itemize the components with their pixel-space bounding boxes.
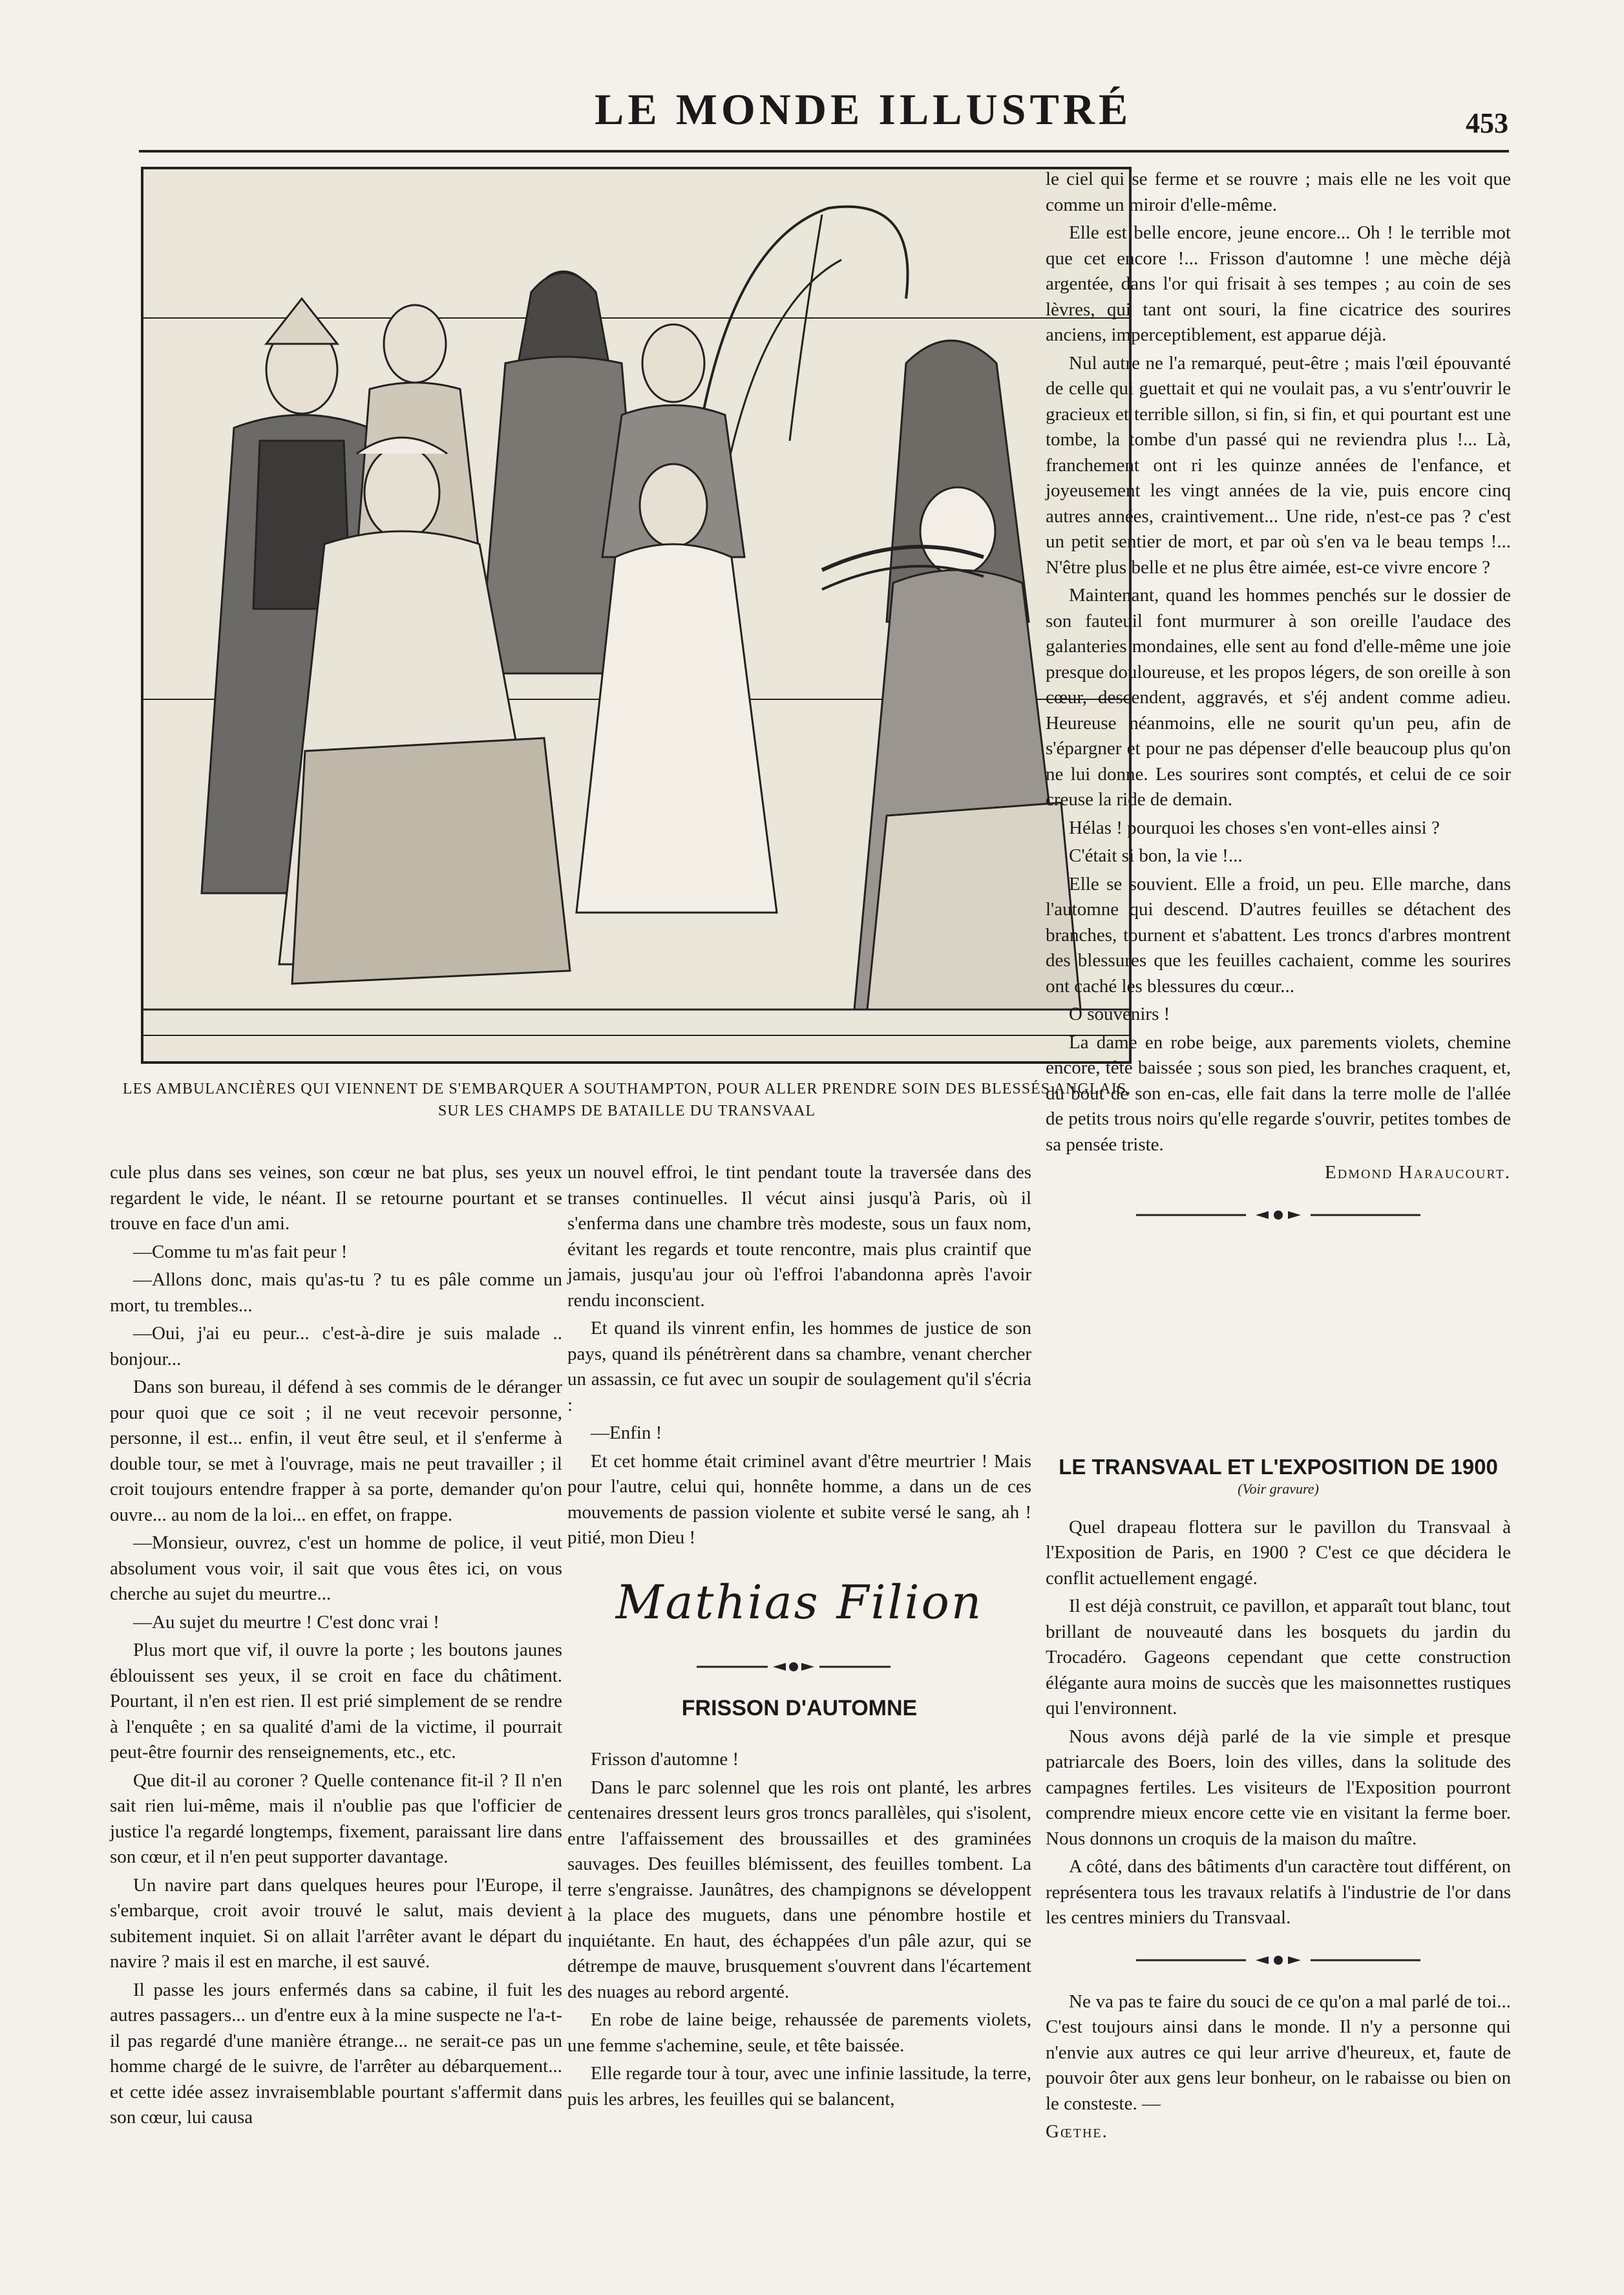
paragraph: Que dit-il au coroner ? Quelle contenance fit-il ? Il n'en sait rien lui-même, mais il n'oublie pas que l'officier de justice l'a regardé longtemps, fixement, paraissant lire dans son cœur, et il n'en peut supporter davantage. <box>110 1770 562 1867</box>
caption-line-1: LES AMBULANCIÈRES QUI VIENNENT DE S'EMBARQUER A SOUTHAMPTON, POUR ALLER PRENDRE SOIN DES BLESSÉS ANGLAIS, <box>122 1081 1132 1097</box>
paragraph: —Oui, j'ai eu peur... c'est-à-dire je suis malade .. bonjour... <box>110 1323 562 1370</box>
section-title-frisson: FRISSON D'AUTOMNE <box>681 1695 918 1720</box>
paragraph: Hélas ! pourquoi les choses s'en vont-elles ainsi ? <box>1069 817 1440 838</box>
paragraph: Plus mort que vif, il ouvre la porte ; les boutons jaunes éblouissent ses yeux, il se croit en face du châtiment. Pourtant, il n'en est rien. Il est prié simplement de se rendre à l'enquête ; en sa qualité d'ami de la victime, il pourrait peut-être fournir des renseignements, etc., etc. <box>110 1640 562 1762</box>
paragraph: A côté, dans des bâtiments d'un caractère tout différent, on représentera tous les travaux relatifs à l'industrie de l'or dans les centres miniers du Transvaal. <box>1046 1856 1511 1928</box>
page-number: 453 <box>1466 107 1508 139</box>
paragraph: un nouvel effroi, le tint pendant toute la traversée dans des transes continuelles. Il vécut ainsi jusqu'à Paris, où il s'enferma dans une chambre très modeste, sous un faux nom, évitant les regards et toute rencontre, mais plus craintif que jamais, jusqu'au jour où l'effroi l'abandonna après l'avoir rendu inconscient. <box>567 1162 1031 1311</box>
caption-line-2: SUR LES CHAMPS DE BATAILLE DU TRANSVAAL <box>438 1103 816 1119</box>
paragraph: C'était si bon, la vie !... <box>1069 845 1243 866</box>
paragraph: Nul autre ne l'a remarqué, peut-être ; mais l'œil épouvanté de celle qui guettait et qui ne voulait pas, a vu s'entr'ouvrir le gracieux et terrible sillon, si fin, si fin, et qui pourtant est une tombe, la tombe d'un passé qui ne reviendra plus !... Là, franchement ont ri les quinze années de l'enfance, et joyeusement les vingt années de la vie, puis encore cinq autres années, craintivement... Une ride, n'est-ce pas ? c'est un petit sentier de mort, et par où s'en va le beau temps !... N'être plus belle et ne plus être aimée, est-ce vivre encore ? <box>1046 352 1511 578</box>
paragraph: —Monsieur, ouvrez, c'est un homme de police, il veut absolument vous voir, il sait que vous êtes ici, on vous cherche au sujet du meurtre... <box>110 1532 562 1604</box>
paragraph: La dame en robe beige, aux parements violets, chemine encore, tête baissée ; sous son pied, les branches craquent, et, du bout de son en-cas, elle fait dans la terre molle de l'allée de petits trous noirs qu'elle regarde s'ouvrir, petites tombes de sa pensée triste. <box>1046 1031 1511 1155</box>
header-rule <box>139 150 1509 153</box>
paragraph: Dans son bureau, il défend à ses commis de le déranger pour quoi que ce soit ; il ne veut recevoir personne, personne, il est... enfin, il veut être seul, et il s'enferme à double tour, se met à l'ouvrage, mais ne peut travailler ; il croit toujours entendre frapper à sa porte, demander qu'on ouvre... au nom de la loi... en effet, on frappe. <box>110 1377 562 1525</box>
handwritten-signature: Mathias Filion <box>615 1574 984 1629</box>
ornament-divider <box>1136 1209 1511 1221</box>
paragraph: Nous avons déjà parlé de la vie simple et presque patriarcale des Boers, loin des villes, dans la solitude des campagnes fertiles. Les visiteurs de l'Exposition pourront comprendre mieux encore cette vie en visitant la ferme boer. Nous donnons un croquis de la maison du maître. <box>1046 1726 1511 1849</box>
paragraph: Elle regarde tour à tour, avec une infinie lassitude, la terre, puis les arbres, les feuilles qui se balancent, <box>567 2063 1031 2110</box>
paragraph: le ciel qui se ferme et se rouvre ; mais elle ne les voit que comme un miroir d'elle-même. <box>1046 169 1511 215</box>
paragraph: Elle est belle encore, jeune encore... Oh ! le terrible mot que cet encore !... Frisson d'automne ! une mèche déjà argentée, dans l'or qui frisait à ses tempes ; au coin de ses lèvres, qui tant ont souri, la fine cicatrice des sourires anciens, imperceptiblement, est apparue déjà. <box>1046 222 1511 345</box>
paragraph: —Au sujet du meurtre ! C'est donc vrai ! <box>133 1611 439 1633</box>
maxim-author: Gœthe. <box>1046 2121 1108 2142</box>
column-d <box>1046 1454 1511 2145</box>
paragraph: Maintenant, quand les hommes penchés sur le dossier de son fauteuil font murmurer à son oreille l'audace des galanteries mondaines, elle sent au fond d'elle-même une joie presque douloureuse, et les propos légers, de son oreille à son cœur, descendent, aggravés, et s'éj andent comme adieu. Heureuse néanmoins, elle ne sourit qu'un peu, afin de s'épargner et pour ne pas dépenser d'elle beaucoup plus qu'on ne lui donne. Les sourires sont comptés, et celui de ce soir creuse la ride de demain. <box>1046 585 1511 810</box>
section-subtitle: (Voir gravure) <box>1238 1480 1319 1497</box>
illustration-caption <box>97 1078 1157 1122</box>
paragraph: Et cet homme était criminel avant d'être meurtrier ! Mais pour l'autre, celui qui, honnête homme, a dans un de ces mouvements de passion violente et subite versé le sang, ah ! pitié, mon Dieu ! <box>567 1450 1031 1548</box>
ornament-divider <box>1136 1954 1511 1966</box>
paragraph: En robe de laine beige, rehaussée de parements violets, une femme s'achemine, seule, et tête baissée. <box>567 2009 1031 2056</box>
paragraph: —Comme tu m'as fait peur ! <box>133 1241 348 1262</box>
paragraph: Dans le parc solennel que les rois ont planté, les arbres centenaires dressent leurs gros troncs parallèles, qui s'isolent, entre l'affaissement des broussailles et des graminées sauvages. Des feuilles blémissent, des feuilles tombent. La terre s'engraisse. Jaunâtres, des champignons se développent à la place des muguets, dans une pénombre hostile et inquiétante. En haut, des échappées d'un pâle azur, qui se détrempe de mauve, brusquement s'ouvrent dans l'écartement des nuages au rebord argenté. <box>567 1777 1031 2002</box>
author-signature: Edmond Haraucourt. <box>1325 1162 1511 1183</box>
paragraph: —Enfin ! <box>591 1422 662 1443</box>
column-b <box>567 1160 1031 2115</box>
column-a <box>110 1160 562 2133</box>
engraving-nurses-illustration <box>141 167 1132 1064</box>
paragraph: Il est déjà construit, ce pavillon, et apparaît tout blanc, tout brillant de nouveauté dans les bosquets du jardin du Trocadéro. Gageons cependant que cette construction élégante aura moins de succès que les maisonnettes rustiques qui l'environnent. <box>1046 1596 1511 1719</box>
paragraph: Et quand ils vinrent enfin, les hommes de justice de son pays, quand ils pénétrèrent dans sa chambre, venant chercher un assassin, ce fut avec un soupir de soulagement qu'il s'écria : <box>567 1318 1031 1415</box>
paragraph: —Allons donc, mais qu'as-tu ? tu es pâle comme un mort, tu trembles... <box>110 1269 562 1316</box>
column-c <box>1046 167 1511 1221</box>
paragraph: Elle se souvient. Elle a froid, un peu. Elle marche, dans l'automne qui descend. D'autres feuilles se détachent des branches, tournent et s'abattent. Les troncs d'arbres montrent des blessures que les feuilles cachaient, comme les sourires ont caché les blessures du cœur... <box>1046 873 1511 997</box>
paragraph: O souvenirs ! <box>1069 1004 1170 1024</box>
paragraph: Quel drapeau flottera sur le pavillon du Transvaal à l'Exposition de Paris, en 1900 ? C'est ce que décidera le conflit actuellement engagé. <box>1046 1516 1511 1589</box>
paragraph: cule plus dans ses veines, son cœur ne bat plus, ses yeux regardent le vide, le néant. Il se retourne pourtant et se trouve en face d'un ami. <box>110 1162 562 1234</box>
ornament-divider <box>697 1661 1031 1673</box>
paragraph: Il passe les jours enfermés dans sa cabine, il fuit les autres passagers... un d'entre eux à la mine suspecte ne l'a-t-il pas regardé d'une manière étrange... ne serait-ce pas un homme chargé de le suivre, de l'arrêter au débarquement... et cette idée assez invraisemblable pourtant s'affermit dans son cœur, lui causa <box>110 1979 562 2128</box>
section-title-transvaal: LE TRANSVAAL ET L'EXPOSITION DE 1900 <box>1059 1455 1498 1479</box>
paragraph: Un navire part dans quelques heures pour l'Europe, il s'embarque, croit avoir trouvé le salut, mais devient subitement inquiet. Si on allait l'arrêter avant le départ du navire ? mais il est en marche, il est sauvé. <box>110 1874 562 1972</box>
masthead: LE MONDE ILLUSTRÉ <box>595 85 1132 134</box>
paragraph: Frisson d'automne ! <box>591 1749 739 1770</box>
maxim-paragraph: Ne va pas te faire du souci de ce qu'on a mal parlé de toi... C'est toujours ainsi dans le monde. Il n'y a personne qui n'envie aux autres ce qui leur arrive d'heureux, et, faute de pouvoir ôter aux gens leur bonheur, on le rabaisse ou bien on le consteste. — <box>1046 1991 1511 2114</box>
